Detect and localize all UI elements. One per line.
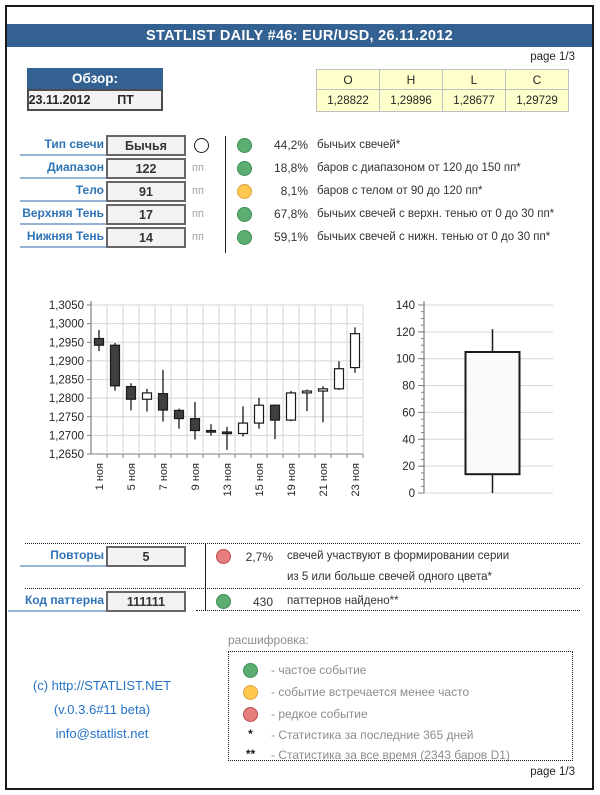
version-label: (v.0.3.6#11 beta) [53, 702, 151, 717]
svg-text:1,3050: 1,3050 [48, 300, 84, 312]
svg-text:100: 100 [395, 353, 415, 366]
pattern-label-repeats: Повторы [20, 546, 106, 567]
status-icon [237, 230, 252, 245]
status-icon [237, 138, 252, 153]
stat-desc: бычьих свечей с верхн. тенью от 0 до 30 пп* [317, 208, 555, 220]
svg-text:1,2800: 1,2800 [48, 393, 84, 406]
svg-text:7 ноя: 7 ноя [158, 463, 170, 491]
legend-text: - редкое событие [271, 707, 368, 721]
svg-text:1,2750: 1,2750 [48, 411, 84, 424]
ohlc-table [316, 69, 569, 112]
less-frequent-event-icon [243, 685, 258, 700]
ohlc-low: 1,28677 [443, 90, 506, 112]
stat-value: 14 [106, 227, 186, 248]
svg-text:40: 40 [402, 434, 415, 447]
legend-item-rare [229, 705, 574, 725]
stat-percent: 8,1% [280, 184, 308, 198]
svg-text:15 ноя: 15 ноя [254, 463, 266, 497]
stat-value: 122 [106, 158, 186, 179]
stat-label: Тип свечи [20, 135, 106, 156]
ohlc-close: 1,29729 [506, 90, 569, 112]
svg-text:60: 60 [402, 407, 415, 420]
svg-text:1 ноя: 1 ноя [94, 463, 106, 491]
stat-desc: бычьих свечей с нижн. тенью от 0 до 30 пп* [317, 231, 551, 243]
overview-date: 23.11.2012 [27, 89, 92, 111]
svg-text:23 ноя: 23 ноя [350, 463, 362, 497]
svg-text:1,2900: 1,2900 [48, 355, 84, 368]
svg-text:5 ноя: 5 ноя [126, 463, 138, 491]
pattern-desc-line1: свечей участвуют в формировании серии [287, 550, 510, 562]
pattern-stat: 430 [252, 595, 273, 609]
svg-text:1,2950: 1,2950 [48, 337, 84, 350]
svg-text:1,3000: 1,3000 [48, 318, 84, 331]
stat-unit: пп [192, 162, 204, 174]
frequent-event-icon [243, 663, 258, 678]
patterns-mid-divider [25, 588, 580, 589]
legend-item-less-frequent [229, 683, 574, 703]
ohlc-high: 1,29896 [380, 90, 443, 112]
ohlc-header-close: C [506, 70, 569, 90]
stat-unit: пп [192, 231, 204, 243]
report-title: STATLIST DAILY #46: EUR/USD, 26.11.2012 [146, 27, 453, 44]
ohlc-value-row [317, 90, 569, 112]
legend-text: - событие встречается менее часто [271, 685, 470, 699]
svg-text:1,2850: 1,2850 [48, 374, 84, 387]
legend-text: - Статистика за последние 365 дней [271, 728, 474, 742]
patterns-top-divider [25, 543, 580, 544]
status-icon [237, 161, 252, 176]
pattern-value-code: 111111 [106, 591, 186, 612]
svg-text:80: 80 [402, 380, 415, 393]
stat-percent: 44,2% [273, 138, 308, 152]
stat-percent: 18,8% [273, 161, 308, 175]
overview-header: Обзор: [27, 68, 163, 89]
stat-unit: пп [192, 208, 204, 220]
stat-label: Тело [20, 181, 106, 202]
header-bar [7, 24, 592, 47]
overview-weekday: ПТ [90, 89, 163, 111]
legend-item-frequent [229, 661, 574, 681]
ohlc-header-low: L [443, 70, 506, 90]
asterisk-marker: * [248, 727, 253, 741]
status-icon [237, 184, 252, 199]
patterns-bottom-divider [196, 610, 580, 611]
legend-title: расшифровка: [228, 633, 309, 647]
stat-label: Верхняя Тень [20, 204, 106, 225]
stat-row-upper-shadow [0, 204, 600, 227]
patterns-vertical-divider [205, 543, 206, 610]
candlestick-chart [34, 294, 370, 520]
candle-type-icon [194, 138, 209, 153]
pattern-stat: 2,7% [245, 550, 273, 564]
stat-row-range [0, 158, 600, 181]
stat-label: Нижняя Тень [20, 227, 106, 248]
ohlc-header-open: O [317, 70, 380, 90]
rare-event-icon [243, 707, 258, 722]
page-number-top: page 1/3 [530, 51, 575, 63]
double-asterisk-marker: ** [245, 747, 256, 761]
email-link[interactable]: info@statlist.net [55, 726, 149, 741]
pattern-label-code: Код паттерна [8, 591, 106, 612]
stat-percent: 67,8% [273, 207, 308, 221]
page-number-bottom: page 1/3 [530, 766, 575, 778]
website-link[interactable]: (c) http://STATLIST.NET [32, 678, 172, 693]
candle-profile-chart [388, 294, 564, 506]
stat-row-body [0, 181, 600, 204]
legend-text: - частое событие [271, 663, 367, 677]
stat-row-candle-type [0, 135, 600, 158]
stat-desc: бычьих свечей* [317, 139, 401, 151]
stat-desc: баров с телом от 90 до 120 пп* [317, 185, 483, 197]
pattern-desc-line1: паттернов найдено** [287, 595, 399, 607]
stat-value: Бычья [106, 135, 186, 156]
legend-text: - Статистика за все время (2343 баров D1) [271, 748, 510, 762]
svg-text:1,2650: 1,2650 [48, 449, 84, 461]
ohlc-header-high: H [380, 70, 443, 90]
svg-text:9 ноя: 9 ноя [190, 463, 202, 491]
svg-text:1,2700: 1,2700 [48, 430, 84, 443]
legend-item-star [229, 726, 574, 746]
stat-row-lower-shadow [0, 227, 600, 250]
stat-value: 17 [106, 204, 186, 225]
legend-item-double-star [229, 746, 574, 766]
ohlc-open: 1,28822 [317, 90, 380, 112]
legend-box [228, 651, 573, 761]
svg-text:140: 140 [395, 300, 415, 312]
svg-text:120: 120 [395, 326, 415, 339]
stat-value: 91 [106, 181, 186, 202]
stat-unit: пп [192, 185, 204, 197]
stat-percent: 59,1% [273, 230, 308, 244]
pattern-desc-line2: из 5 или больше свечей одного цвета* [287, 571, 492, 583]
stat-label: Диапазон [20, 158, 106, 179]
pattern-value-repeats: 5 [106, 546, 186, 567]
svg-text:19 ноя: 19 ноя [286, 463, 298, 497]
footer [12, 678, 192, 750]
svg-text:21 ноя: 21 ноя [318, 463, 330, 497]
ohlc-header-row [317, 70, 569, 90]
stat-desc: баров с диапазоном от 120 до 150 пп* [317, 162, 521, 174]
svg-text:20: 20 [402, 461, 415, 474]
svg-text:13 ноя: 13 ноя [222, 463, 234, 497]
svg-text:0: 0 [408, 488, 415, 500]
status-icon [237, 207, 252, 222]
